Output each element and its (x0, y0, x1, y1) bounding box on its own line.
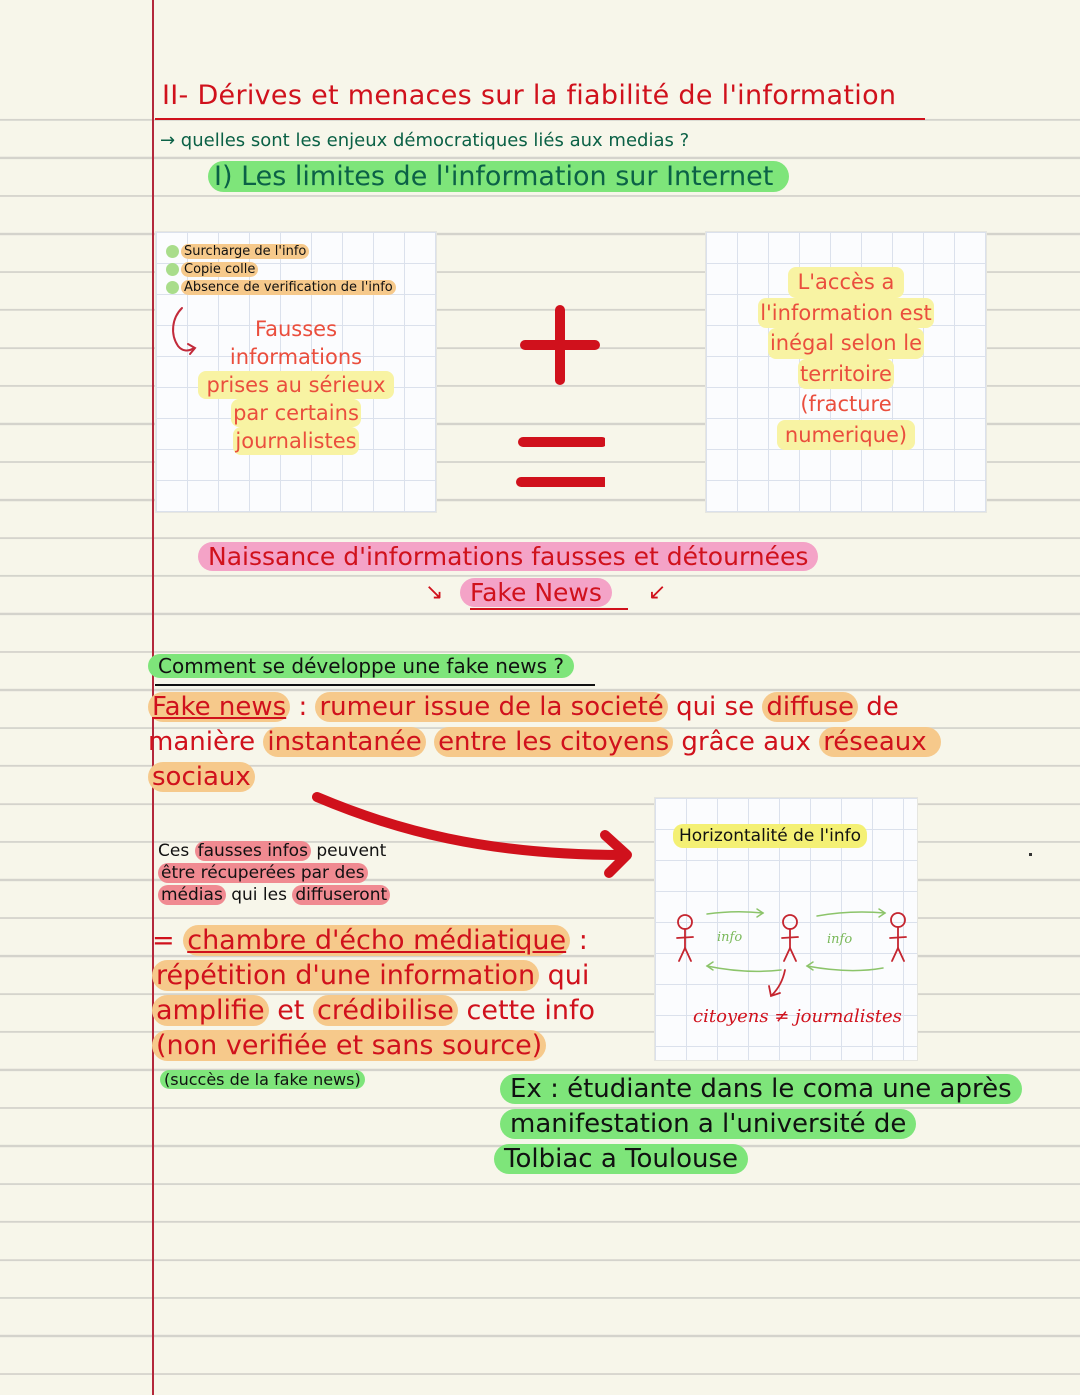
media-note-line-1: Ces fausses infos peuvent (158, 841, 387, 861)
title-underline (155, 118, 925, 120)
fake-news-underline (470, 608, 628, 610)
definition-line-3: sociaux (148, 762, 255, 792)
example-line-3: Tolbiac a Toulouse (494, 1144, 748, 1174)
digital-divide-card (705, 231, 987, 513)
definition-line-1: Fake news : rumeur issue de la societé qui se diffuse de (148, 692, 899, 722)
development-question: Comment se développe une fake news ? (148, 654, 574, 678)
arrow-down-right-icon: ↘ (425, 580, 444, 605)
horizontality-title: Horizontalité de l'info (673, 824, 867, 848)
plus-equals-icon (515, 300, 605, 500)
citizens-journalists-caption: citoyens ≠ journalistes (693, 1006, 902, 1027)
bullet-dot-icon (166, 281, 179, 294)
success-note: (succès de la fake news) (160, 1070, 365, 1089)
bullet-dot-icon (166, 263, 179, 276)
echo-chamber-line-3: amplifie et crédibilise cette info (152, 995, 595, 1026)
definition-line-2: manière instantanée entre les citoyens grâce aux réseaux (148, 727, 941, 757)
guiding-question: → quelles sont les enjeux démocratiques liés aux medias ? (160, 130, 690, 151)
echo-chamber-line-4: (non verifiée et sans source) (152, 1030, 546, 1061)
list-item: Copie colle (166, 260, 396, 278)
horizontality-card (654, 797, 918, 1061)
section-heading: I) Les limites de l'information sur Internet (208, 161, 789, 192)
echo-chamber-heading: = chambre d'écho médiatique : (152, 925, 588, 956)
fake-news-label: Fake News (460, 578, 612, 607)
naissance-heading: Naissance d'informations fausses et détournées (198, 542, 818, 571)
list-item: Absence de verification de l'info (166, 278, 396, 296)
info-label: info (717, 930, 743, 945)
fake-info-text: Fausses informations prises au sérieux par certains journalistes (156, 315, 436, 455)
media-note-line-3: médias qui les diffuseront (158, 885, 390, 905)
bullet-dot-icon (166, 245, 179, 258)
echo-chamber-line-2: répétition d'une information qui (152, 960, 589, 991)
question-underline (155, 684, 595, 686)
example-line-2: manifestation a l'université de (500, 1109, 916, 1139)
causes-card (155, 231, 437, 513)
example-line-1: Ex : étudiante dans le coma une après (500, 1074, 1022, 1104)
page-title: II- Dérives et menaces sur la fiabilité de l'information (162, 80, 897, 111)
digital-divide-text: L'accès a l'information est inégal selon le territoire (fracture numerique) (706, 267, 986, 450)
media-note-line-2: être récuperées par des (158, 863, 368, 883)
list-item: Surcharge de l'info (166, 242, 396, 260)
arrow-down-left-icon: ↙ (648, 580, 667, 605)
causes-list (166, 242, 396, 296)
info-label: info (827, 932, 853, 947)
stray-dot (1029, 853, 1032, 856)
